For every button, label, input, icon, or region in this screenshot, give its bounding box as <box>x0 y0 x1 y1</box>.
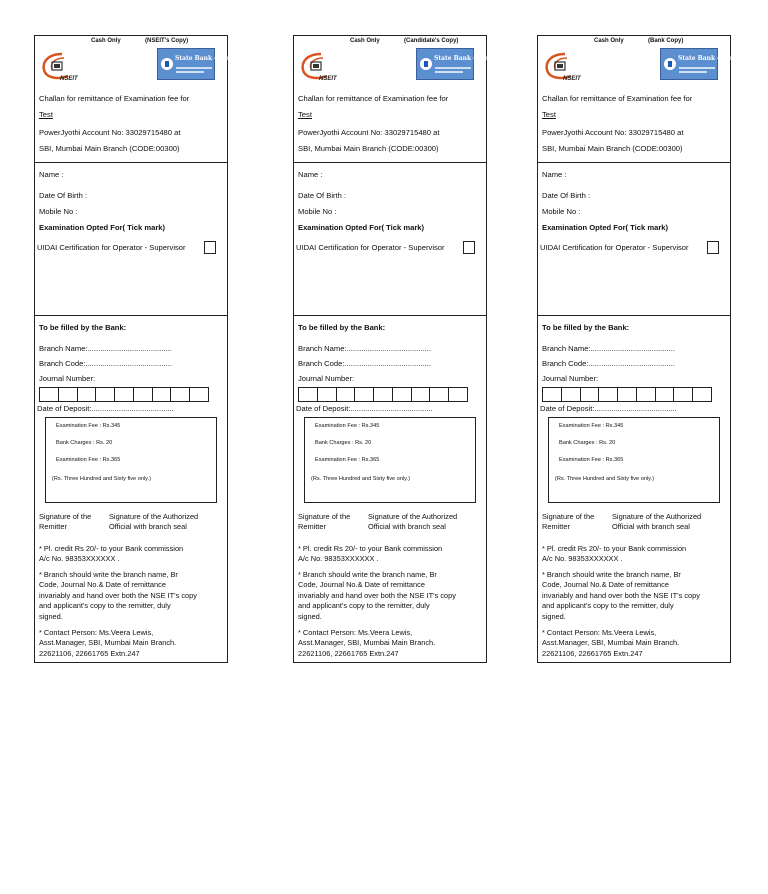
deposit-date-field: Date of Deposit:....................................... <box>37 404 174 413</box>
exam-name: Test <box>39 110 53 119</box>
note-commission: * Pl. credit Rs 20/- to your Bank commission A/c No. 98353XXXXXX . <box>542 544 687 564</box>
challan-line: Challan for remittance of Examination fee for <box>542 94 693 103</box>
journal-label: Journal Number: <box>298 374 355 383</box>
sbi-logo-icon <box>660 48 744 80</box>
signature-remitter: Signature of the Remitter <box>39 512 92 532</box>
dob-label: Date Of Birth : <box>542 191 591 200</box>
candidate-section <box>538 163 730 316</box>
signature-official: Signature of the Authorized Official with branch seal <box>368 512 458 532</box>
account-line: PowerJyothi Account No: 33029715480 at <box>39 128 181 137</box>
fee-bank-charges: Bank Charges : Rs. 20 <box>315 440 372 446</box>
exam-option-checkbox[interactable] <box>463 241 475 254</box>
sbi-logo-text: State Bank of India <box>678 55 744 62</box>
slip-header <box>538 36 744 163</box>
name-label: Name : <box>298 170 323 179</box>
dob-label: Date Of Birth : <box>39 191 88 200</box>
nseit-logo-icon <box>40 50 100 82</box>
mobile-label: Mobile No : <box>542 207 581 216</box>
challan-slip-2 <box>293 35 500 663</box>
exam-opted-label: Examination Opted For( Tick mark) <box>39 223 166 232</box>
nseit-logo-icon <box>543 50 603 82</box>
account-line: PowerJyothi Account No: 33029715480 at <box>542 128 684 137</box>
nseit-logo-text: NSEIT <box>60 76 78 82</box>
branch-line: SBI, Mumbai Main Branch (CODE:00300) <box>542 144 683 153</box>
note-branch: * Branch should write the branch name, Br Code, Journal No.& Date of remittance invariably and hand over both the NSE IT's copy and applicant's copy to the remitter, duly signed. <box>298 570 456 621</box>
name-label: Name : <box>542 170 567 179</box>
exam-option-checkbox[interactable] <box>204 241 216 254</box>
bank-fill-label: To be filled by the Bank: <box>39 323 127 332</box>
candidate-section <box>294 163 486 316</box>
fee-words: (Rs. Three Hundred and Sixty five only.) <box>555 476 654 482</box>
branch-code-field: Branch Code:......................................... <box>298 359 431 368</box>
fee-box <box>548 417 720 503</box>
fee-total: Examination Fee : Rs.365 <box>56 457 121 463</box>
branch-line: SBI, Mumbai Main Branch (CODE:00300) <box>39 144 180 153</box>
branch-line: SBI, Mumbai Main Branch (CODE:00300) <box>298 144 439 153</box>
exam-name: Test <box>542 110 556 119</box>
challan-slip-1 <box>34 35 241 663</box>
fee-words: (Rs. Three Hundred and Sixty five only.) <box>52 476 151 482</box>
note-contact: * Contact Person: Ms.Veera Lewis, Asst.Manager, SBI, Mumbai Main Branch. 22621106, 22661765 Extn.247 <box>39 628 177 658</box>
signature-official: Signature of the Authorized Official with branch seal <box>109 512 199 532</box>
note-branch: * Branch should write the branch name, Br Code, Journal No.& Date of remittance invariably and hand over both the NSE IT's copy and applicant's copy to the remitter, duly signed. <box>542 570 700 621</box>
challan-line: Challan for remittance of Examination fee for <box>39 94 190 103</box>
mobile-label: Mobile No : <box>39 207 78 216</box>
journal-number-boxes <box>298 387 468 402</box>
challan-line: Challan for remittance of Examination fee for <box>298 94 449 103</box>
nseit-logo-text: NSEIT <box>319 76 337 82</box>
exam-name: Test <box>298 110 312 119</box>
journal-label: Journal Number: <box>542 374 599 383</box>
fee-box <box>45 417 217 503</box>
fee-exam: Examination Fee : Rs.345 <box>56 423 121 429</box>
exam-option-label: UIDAI Certification for Operator - Supervisor <box>540 243 689 252</box>
copy-name-label: (Bank Copy) <box>648 38 684 44</box>
fee-box <box>304 417 476 503</box>
sbi-logo-icon <box>416 48 500 80</box>
branch-name-field: Branch Name:........................................ <box>542 344 675 353</box>
fee-total: Examination Fee : Rs.365 <box>315 457 380 463</box>
bank-section <box>35 316 227 664</box>
branch-name-field: Branch Name:........................................ <box>39 344 172 353</box>
branch-name-field: Branch Name:........................................ <box>298 344 431 353</box>
deposit-date-field: Date of Deposit:....................................... <box>540 404 677 413</box>
nseit-logo-icon <box>299 50 359 82</box>
fee-exam: Examination Fee : Rs.345 <box>559 423 624 429</box>
journal-number-boxes <box>39 387 209 402</box>
signature-remitter: Signature of the Remitter <box>542 512 595 532</box>
copy-name-label: (Candidate's Copy) <box>404 38 459 44</box>
copy-name-label: (NSEIT's Copy) <box>145 38 189 44</box>
nseit-logo-text: NSEIT <box>563 76 581 82</box>
sbi-logo-icon <box>157 48 241 80</box>
fee-words: (Rs. Three Hundred and Sixty five only.) <box>311 476 410 482</box>
dob-label: Date Of Birth : <box>298 191 347 200</box>
deposit-date-field: Date of Deposit:....................................... <box>296 404 433 413</box>
bank-fill-label: To be filled by the Bank: <box>542 323 630 332</box>
cash-only-label: Cash Only <box>350 38 380 44</box>
fee-exam: Examination Fee : Rs.345 <box>315 423 380 429</box>
mobile-label: Mobile No : <box>298 207 337 216</box>
bank-section <box>294 316 486 664</box>
journal-label: Journal Number: <box>39 374 96 383</box>
exam-option-label: UIDAI Certification for Operator - Supervisor <box>296 243 445 252</box>
journal-number-boxes <box>542 387 712 402</box>
candidate-section <box>35 163 227 316</box>
slip-header <box>294 36 500 163</box>
branch-code-field: Branch Code:......................................... <box>39 359 172 368</box>
note-contact: * Contact Person: Ms.Veera Lewis, Asst.Manager, SBI, Mumbai Main Branch. 22621106, 22661765 Extn.247 <box>298 628 436 658</box>
exam-opted-label: Examination Opted For( Tick mark) <box>542 223 669 232</box>
note-commission: * Pl. credit Rs 20/- to your Bank commission A/c No. 98353XXXXXX . <box>39 544 184 564</box>
cash-only-label: Cash Only <box>594 38 624 44</box>
note-commission: * Pl. credit Rs 20/- to your Bank commission A/c No. 98353XXXXXX . <box>298 544 443 564</box>
bank-section <box>538 316 730 664</box>
fee-total: Examination Fee : Rs.365 <box>559 457 624 463</box>
cash-only-label: Cash Only <box>91 38 121 44</box>
exam-option-checkbox[interactable] <box>707 241 719 254</box>
sbi-logo-text: State Bank of India <box>434 55 500 62</box>
account-line: PowerJyothi Account No: 33029715480 at <box>298 128 440 137</box>
fee-bank-charges: Bank Charges : Rs. 20 <box>56 440 113 446</box>
fee-bank-charges: Bank Charges : Rs. 20 <box>559 440 616 446</box>
sbi-logo-text: State Bank of India <box>175 55 241 62</box>
branch-code-field: Branch Code:......................................... <box>542 359 675 368</box>
note-contact: * Contact Person: Ms.Veera Lewis, Asst.Manager, SBI, Mumbai Main Branch. 22621106, 22661765 Extn.247 <box>542 628 680 658</box>
exam-option-label: UIDAI Certification for Operator - Supervisor <box>37 243 186 252</box>
signature-official: Signature of the Authorized Official with branch seal <box>612 512 702 532</box>
name-label: Name : <box>39 170 64 179</box>
slip-header <box>35 36 241 163</box>
challan-slip-3 <box>537 35 744 663</box>
exam-opted-label: Examination Opted For( Tick mark) <box>298 223 425 232</box>
note-branch: * Branch should write the branch name, Br Code, Journal No.& Date of remittance invariably and hand over both the NSE IT's copy and applicant's copy to the remitter, duly signed. <box>39 570 197 621</box>
signature-remitter: Signature of the Remitter <box>298 512 351 532</box>
bank-fill-label: To be filled by the Bank: <box>298 323 386 332</box>
